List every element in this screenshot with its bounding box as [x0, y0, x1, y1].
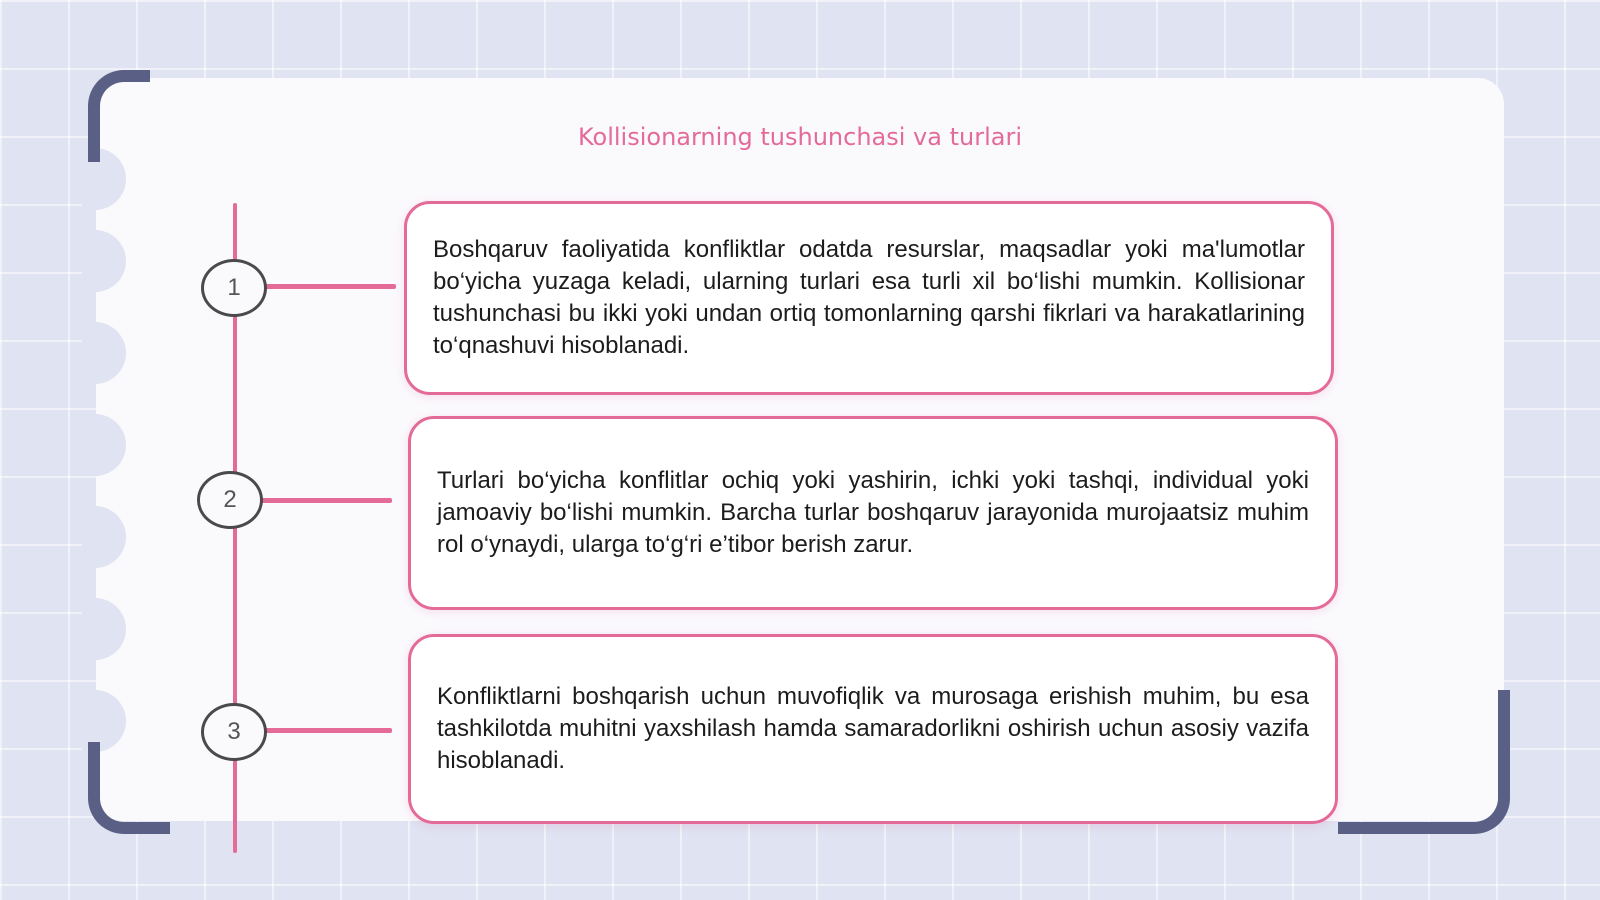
card-text-1: Boshqaruv faoliyatida konfliktlar odatda resurslar, maqsadlar yoki ma'lumotlar bo‘yicha yuzaga keladi, ularning turlari esa turli xil bo‘lishi mumkin. Kollisionar tushunchasi bu ikki yoki undan ortiq tomonlarning qarshi fikrlari va harakatlarining to‘qnashuvi hisoblanadi. [433, 236, 1305, 359]
step-number-3: 3 [201, 703, 267, 761]
content-card-3 [408, 634, 1338, 824]
slide-title: Kollisionarning tushunchasi va turlari [577, 123, 1022, 151]
step-number-2: 2 [197, 471, 263, 529]
timeline-connector-3 [262, 728, 392, 733]
timeline-connector-1 [262, 284, 396, 289]
corner-bracket-bottom-right [1338, 690, 1510, 834]
card-text-3: Konfliktlarni boshqarish uchun muvofiqlik va murosaga erishish muhim, bu esa tashkilotda muhitni yaxshilash hamda samaradorlikni oshirish uchun asosiy vazifa hisoblanadi. [437, 683, 1309, 774]
content-card-2 [408, 416, 1338, 610]
content-card-1 [404, 201, 1334, 395]
corner-bracket-bottom-left [88, 742, 170, 834]
card-text-2: Turlari bo‘yicha konflitlar ochiq yoki yashirin, ichki yoki tashqi, individual yoki jamoaviy bo‘lishi mumkin. Barcha turlar boshqaruv jarayonida murojaatsiz muhim rol o‘ynaydi, ularga to‘g‘ri e’tibor berish zarur. [437, 467, 1309, 558]
timeline-connector-2 [258, 498, 392, 503]
step-number-1: 1 [201, 259, 267, 317]
